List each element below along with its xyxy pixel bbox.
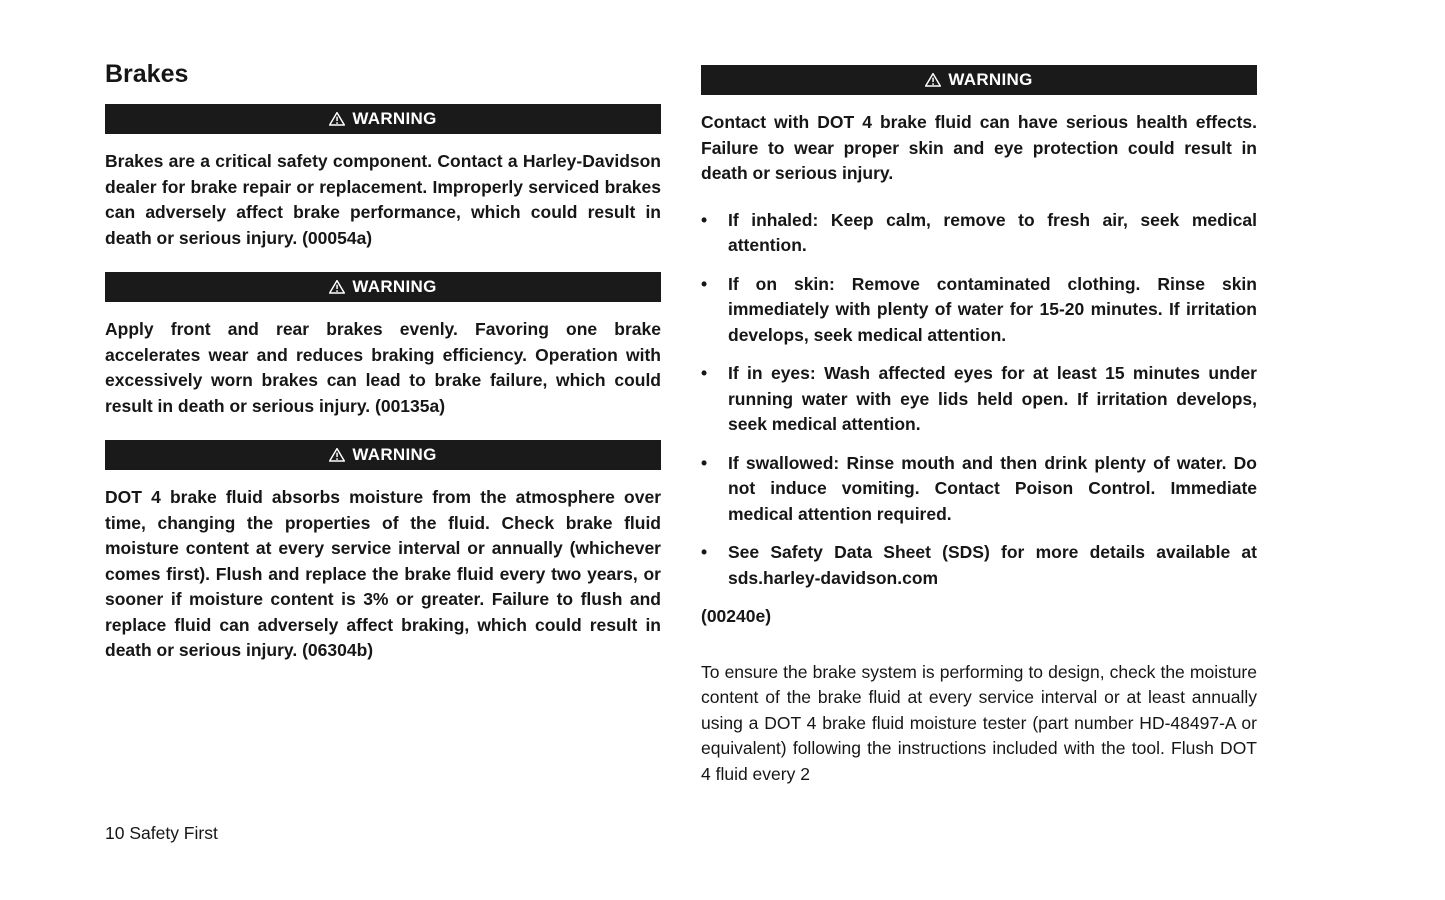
warning-bullet-list: [701, 208, 1257, 592]
warning-triangle-icon: [329, 279, 345, 295]
warning-text: Brakes are a critical safety component. Contact a Harley-Davidson dealer for brake repair or replacement. Improperly serviced brakes can adversely affect brake performance, which could result in death or serious injury. (00054a): [105, 151, 661, 248]
warning-banner: [105, 440, 661, 470]
warning-triangle-icon: [925, 72, 941, 88]
warning-banner: [701, 65, 1257, 95]
bullet-text: If in eyes: Wash affected eyes for at least 15 minutes under running water with eye lids held open. If irritation develops, seek medical attention.: [728, 363, 1257, 434]
bullet-text: If swallowed: Rinse mouth and then drink plenty of water. Do not induce vomiting. Contact Poison Control. Immediate medical attention required.: [728, 452, 1257, 524]
bullet-item-if-swallowed: [701, 451, 1257, 528]
warning-block-dot4-moisture: [105, 440, 661, 664]
page-footer: 10 Safety First: [105, 823, 218, 843]
page-title: Brakes: [105, 60, 189, 88]
bullet-item-if-on-skin: [701, 272, 1257, 349]
warning-code: (00240e): [701, 606, 772, 626]
warning-triangle-icon: [329, 111, 345, 127]
bullet-dot: •: [701, 209, 708, 230]
warning-banner-label: WARNING: [948, 70, 1033, 89]
warning-banner-label: WARNING: [352, 445, 437, 464]
bullet-item-if-in-eyes: [701, 361, 1257, 438]
warning-text: Apply front and rear brakes evenly. Favoring one brake accelerates wear and reduces braking efficiency. Operation with excessively worn brakes can lead to brake failure, which could result in death or serious injury. (00135a): [105, 319, 661, 416]
warning-text: DOT 4 brake fluid absorbs moisture from the atmosphere over time, changing the properties of the fluid. Check brake fluid moisture content at every service interval or annually (whichever comes first). Flush and replace the brake fluid every two years, or sooner if moisture content is 3% or greater. Failure to flush and replace fluid can adversely affect braking, which could result in death or serious injury. (06304b): [105, 487, 661, 660]
bullet-text: If inhaled: Keep calm, remove to fresh air, seek medical attention.: [728, 209, 1257, 255]
warning-banner-label: WARNING: [352, 277, 437, 296]
warning-banner: [105, 272, 661, 302]
bullet-text: If on skin: Remove contaminated clothing. Rinse skin immediately with plenty of water for 15-20 minutes. If irritation develops, seek medical attention.: [728, 273, 1257, 345]
warning-block-dot4-health: [701, 65, 1257, 630]
body-paragraph: To ensure the brake system is performing to design, check the moisture content of the brake fluid at every service interval or at least annually using a DOT 4 brake fluid moisture tester (part number HD-48497-A or equivalent) following the instructions included with the tool. Flush DOT 4 fluid every 2: [701, 661, 1257, 784]
warning-triangle-icon: [329, 447, 345, 463]
warning-intro-text: Contact with DOT 4 brake fluid can have serious health effects. Failure to wear proper skin and eye protection could result in death or serious injury.: [701, 112, 1257, 183]
warning-banner-label: WARNING: [352, 109, 437, 128]
left-column: [105, 60, 661, 685]
bullet-item-sds-sheet: [701, 540, 1257, 591]
right-column: [701, 65, 1257, 787]
warning-banner: [105, 104, 661, 134]
bullet-item-if-inhaled: [701, 208, 1257, 259]
bullet-text: See Safety Data Sheet (SDS) for more details available at sds.harley-davidson.com: [728, 542, 1257, 588]
bullet-dot: •: [701, 542, 708, 562]
bullet-dot: •: [701, 363, 708, 383]
warning-block-brakes-critical: [105, 104, 661, 251]
warning-block-apply-brakes-evenly: [105, 272, 661, 419]
bullet-dot: •: [701, 273, 708, 294]
bullet-dot: •: [701, 452, 708, 473]
